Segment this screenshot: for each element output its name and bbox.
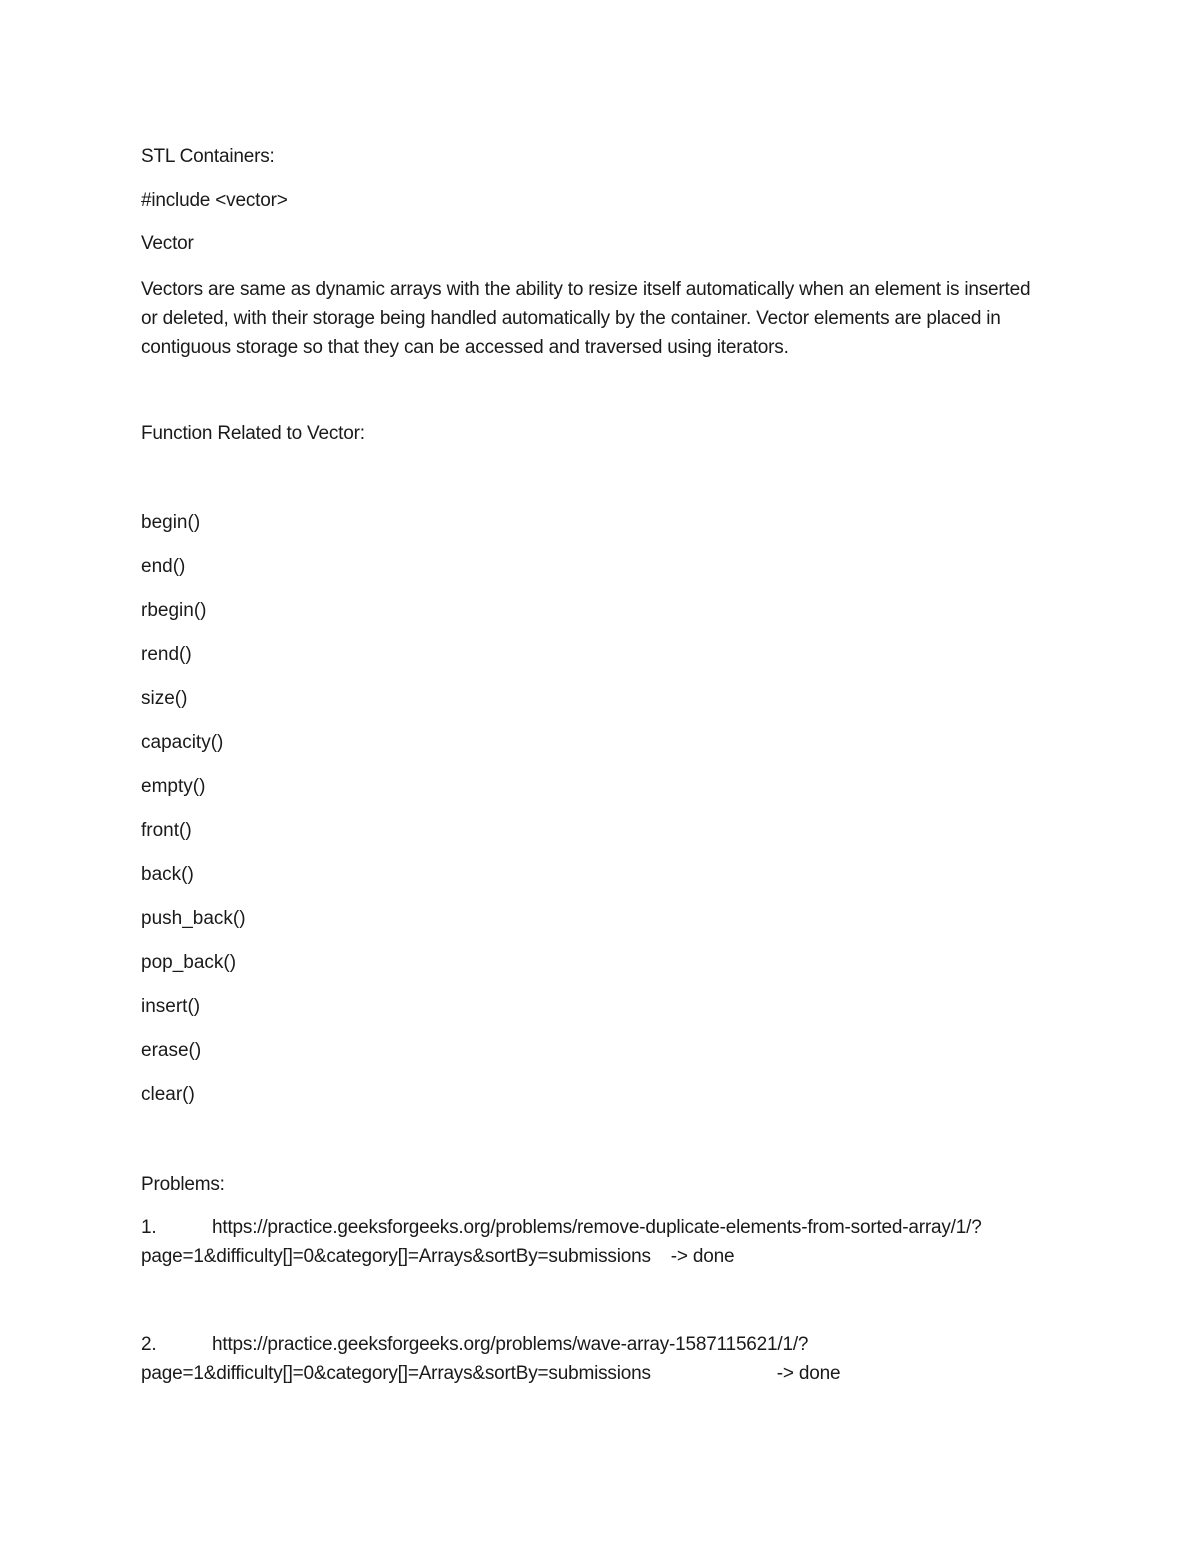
include-line: #include <vector> bbox=[141, 190, 288, 211]
problem-status: -> done bbox=[670, 1246, 735, 1267]
section-heading: Vector bbox=[141, 233, 194, 254]
list-item: size() bbox=[141, 688, 188, 709]
list-item: push_back() bbox=[141, 908, 246, 929]
problem-link[interactable]: https://practice.geeksforgeeks.org/problems/wave-array-1587115621/1/? bbox=[212, 1334, 809, 1355]
list-item: rbegin() bbox=[141, 600, 207, 621]
list-item: front() bbox=[141, 820, 192, 841]
list-item: begin() bbox=[141, 512, 201, 533]
problem-item-2 bbox=[141, 1330, 840, 1388]
list-item: erase() bbox=[141, 1040, 202, 1061]
list-item: insert() bbox=[141, 996, 201, 1017]
problem-link[interactable]: https://practice.geeksforgeeks.org/problems/remove-duplicate-elements-from-sorted-array/1/? bbox=[212, 1217, 982, 1238]
function-list bbox=[141, 508, 246, 1124]
problems-heading: Problems: bbox=[141, 1174, 225, 1195]
list-item: end() bbox=[141, 556, 186, 577]
list-item: capacity() bbox=[141, 732, 224, 753]
list-item: rend() bbox=[141, 644, 192, 665]
problem-number: 1. bbox=[141, 1217, 157, 1238]
problem-number: 2. bbox=[141, 1334, 157, 1355]
list-item: pop_back() bbox=[141, 952, 237, 973]
list-item: empty() bbox=[141, 776, 206, 797]
list-item: clear() bbox=[141, 1084, 195, 1105]
problem-link-continuation[interactable]: page=1&difficulty[]=0&category[]=Arrays&sortBy=submissions bbox=[141, 1363, 651, 1384]
functions-heading: Function Related to Vector: bbox=[141, 423, 365, 444]
problem-link-continuation[interactable]: page=1&difficulty[]=0&category[]=Arrays&sortBy=submissions bbox=[141, 1246, 651, 1267]
problem-item-1 bbox=[141, 1213, 982, 1271]
document-title: STL Containers: bbox=[141, 146, 275, 167]
vector-description: Vectors are same as dynamic arrays with the ability to resize itself automatically when an element is inserted or deleted, with their storage being handled automatically by the container. Vector elements are placed in contiguous storage so that they can be accessed and traversed using iterators. bbox=[141, 279, 1031, 358]
list-item: back() bbox=[141, 864, 194, 885]
problem-status: -> done bbox=[776, 1363, 841, 1384]
